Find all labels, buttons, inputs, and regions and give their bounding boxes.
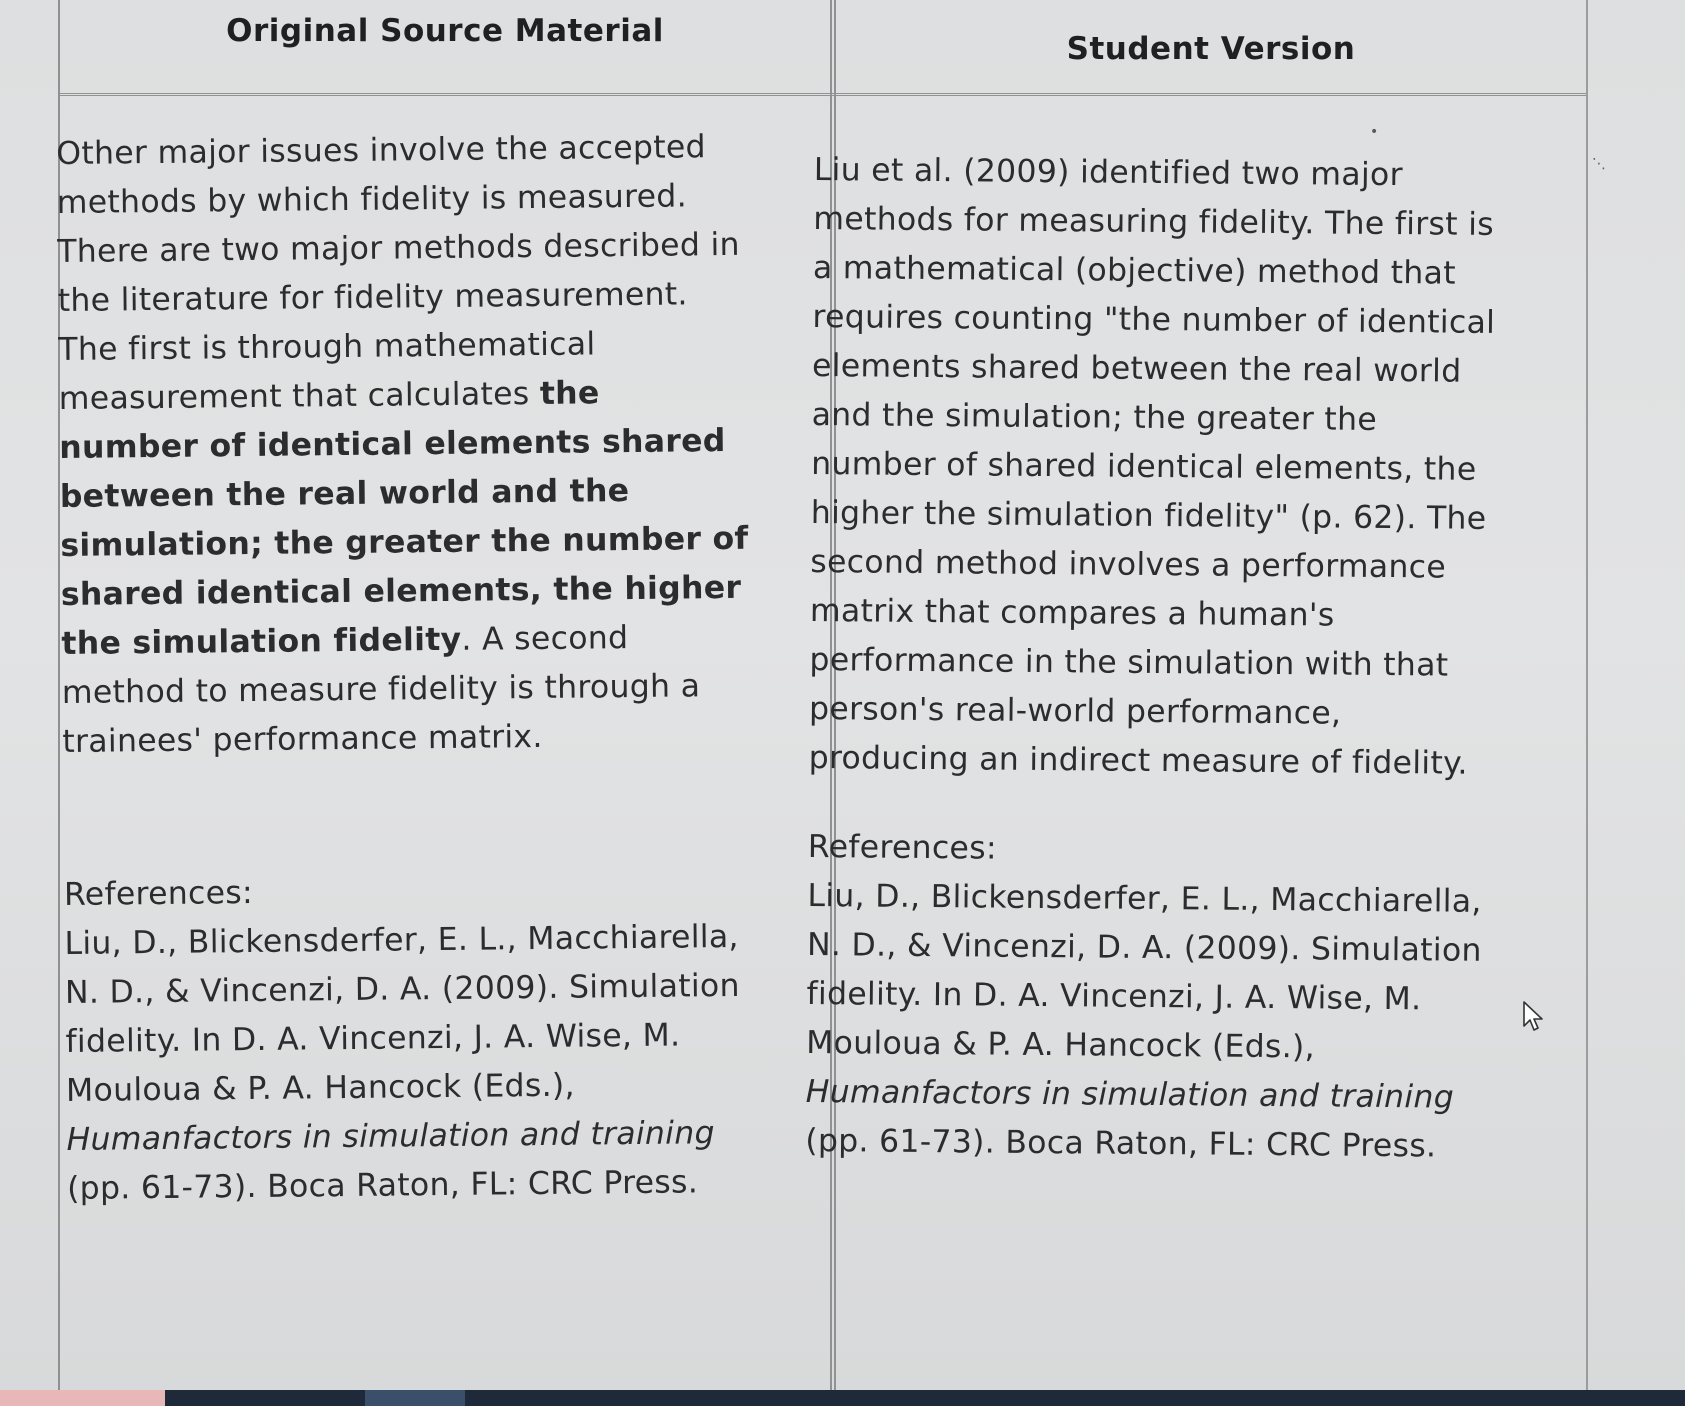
student-paragraph: Liu et al. (2009) identified two major methods for measuring fidelity. The first is a mathematical (objective) method that requires counting "the number of identical elements shared between the real world and the simulation; the greater the number of shared identical elements, the higher the simulation fidelity" (p. 62). The second method involves a performance matrix that compares a human's performance in the simulation with that person's real-world performance, producing an indirect measure of fidelity. bbox=[808, 151, 1496, 782]
student-reference-authors: Liu, D., Blickensderfer, E. L., Macchiarella, N. D., & Vincenzi, D. A. (2009). Simulation fidelity. In D. A. Vincenzi, J. A. Wise, M. Mouloua & P. A. Hancock (Eds.), bbox=[806, 877, 1482, 1066]
original-paragraph bbox=[56, 123, 753, 767]
speck-mark: • bbox=[1370, 124, 1379, 140]
student-reference-book-title: Humanfactors in simulation and training bbox=[805, 1073, 1455, 1116]
original-reference-publisher: (pp. 61-73). Boca Raton, FL: CRC Press. bbox=[66, 1164, 699, 1207]
student-references bbox=[805, 823, 1498, 1172]
header-original-source: Original Source Material bbox=[226, 13, 664, 49]
original-end-text: . A second method to measure fidelity is through a trainees' performance matrix. bbox=[61, 620, 701, 760]
mouse-pointer-icon bbox=[1522, 1000, 1544, 1032]
table-header-row bbox=[60, 0, 1586, 96]
student-reference-publisher: (pp. 61-73). Boca Raton, FL: CRC Press. bbox=[805, 1122, 1437, 1165]
student-reference-entry bbox=[805, 872, 1498, 1172]
student-references-heading: References: bbox=[807, 828, 997, 867]
speck-mark: ⋱ bbox=[1592, 156, 1606, 172]
taskbar bbox=[0, 1390, 1685, 1406]
original-source-cell bbox=[56, 123, 757, 1214]
taskbar-start-area[interactable] bbox=[0, 1390, 165, 1406]
original-quoted-bold-text: the number of identical elements shared between the real world and the simulation; the greater the number of shared identical elements, the higher the simulation fidelity bbox=[59, 375, 749, 662]
taskbar-app-button[interactable] bbox=[365, 1390, 465, 1406]
original-references-heading: References: bbox=[63, 874, 254, 913]
student-version-cell bbox=[805, 146, 1504, 1172]
original-reference-book-title: Humanfactors in simulation and training bbox=[66, 1115, 716, 1158]
original-references bbox=[64, 864, 758, 1214]
header-student-version: Student Version bbox=[1066, 31, 1356, 67]
original-reference-entry bbox=[64, 913, 757, 1214]
original-intro-text: Other major issues involve the accepted methods by which fidelity is measured. There are two major methods described in the literature for fidelity measurement. The first is through mathematical measurement that calculates bbox=[56, 129, 740, 417]
original-reference-authors: Liu, D., Blickensderfer, E. L., Macchiarella, N. D., & Vincenzi, D. A. (2009). Simulation fidelity. In D. A. Vincenzi, J. A. Wise, M. Mouloua & P. A. Hancock (Eds.), bbox=[64, 918, 740, 1109]
